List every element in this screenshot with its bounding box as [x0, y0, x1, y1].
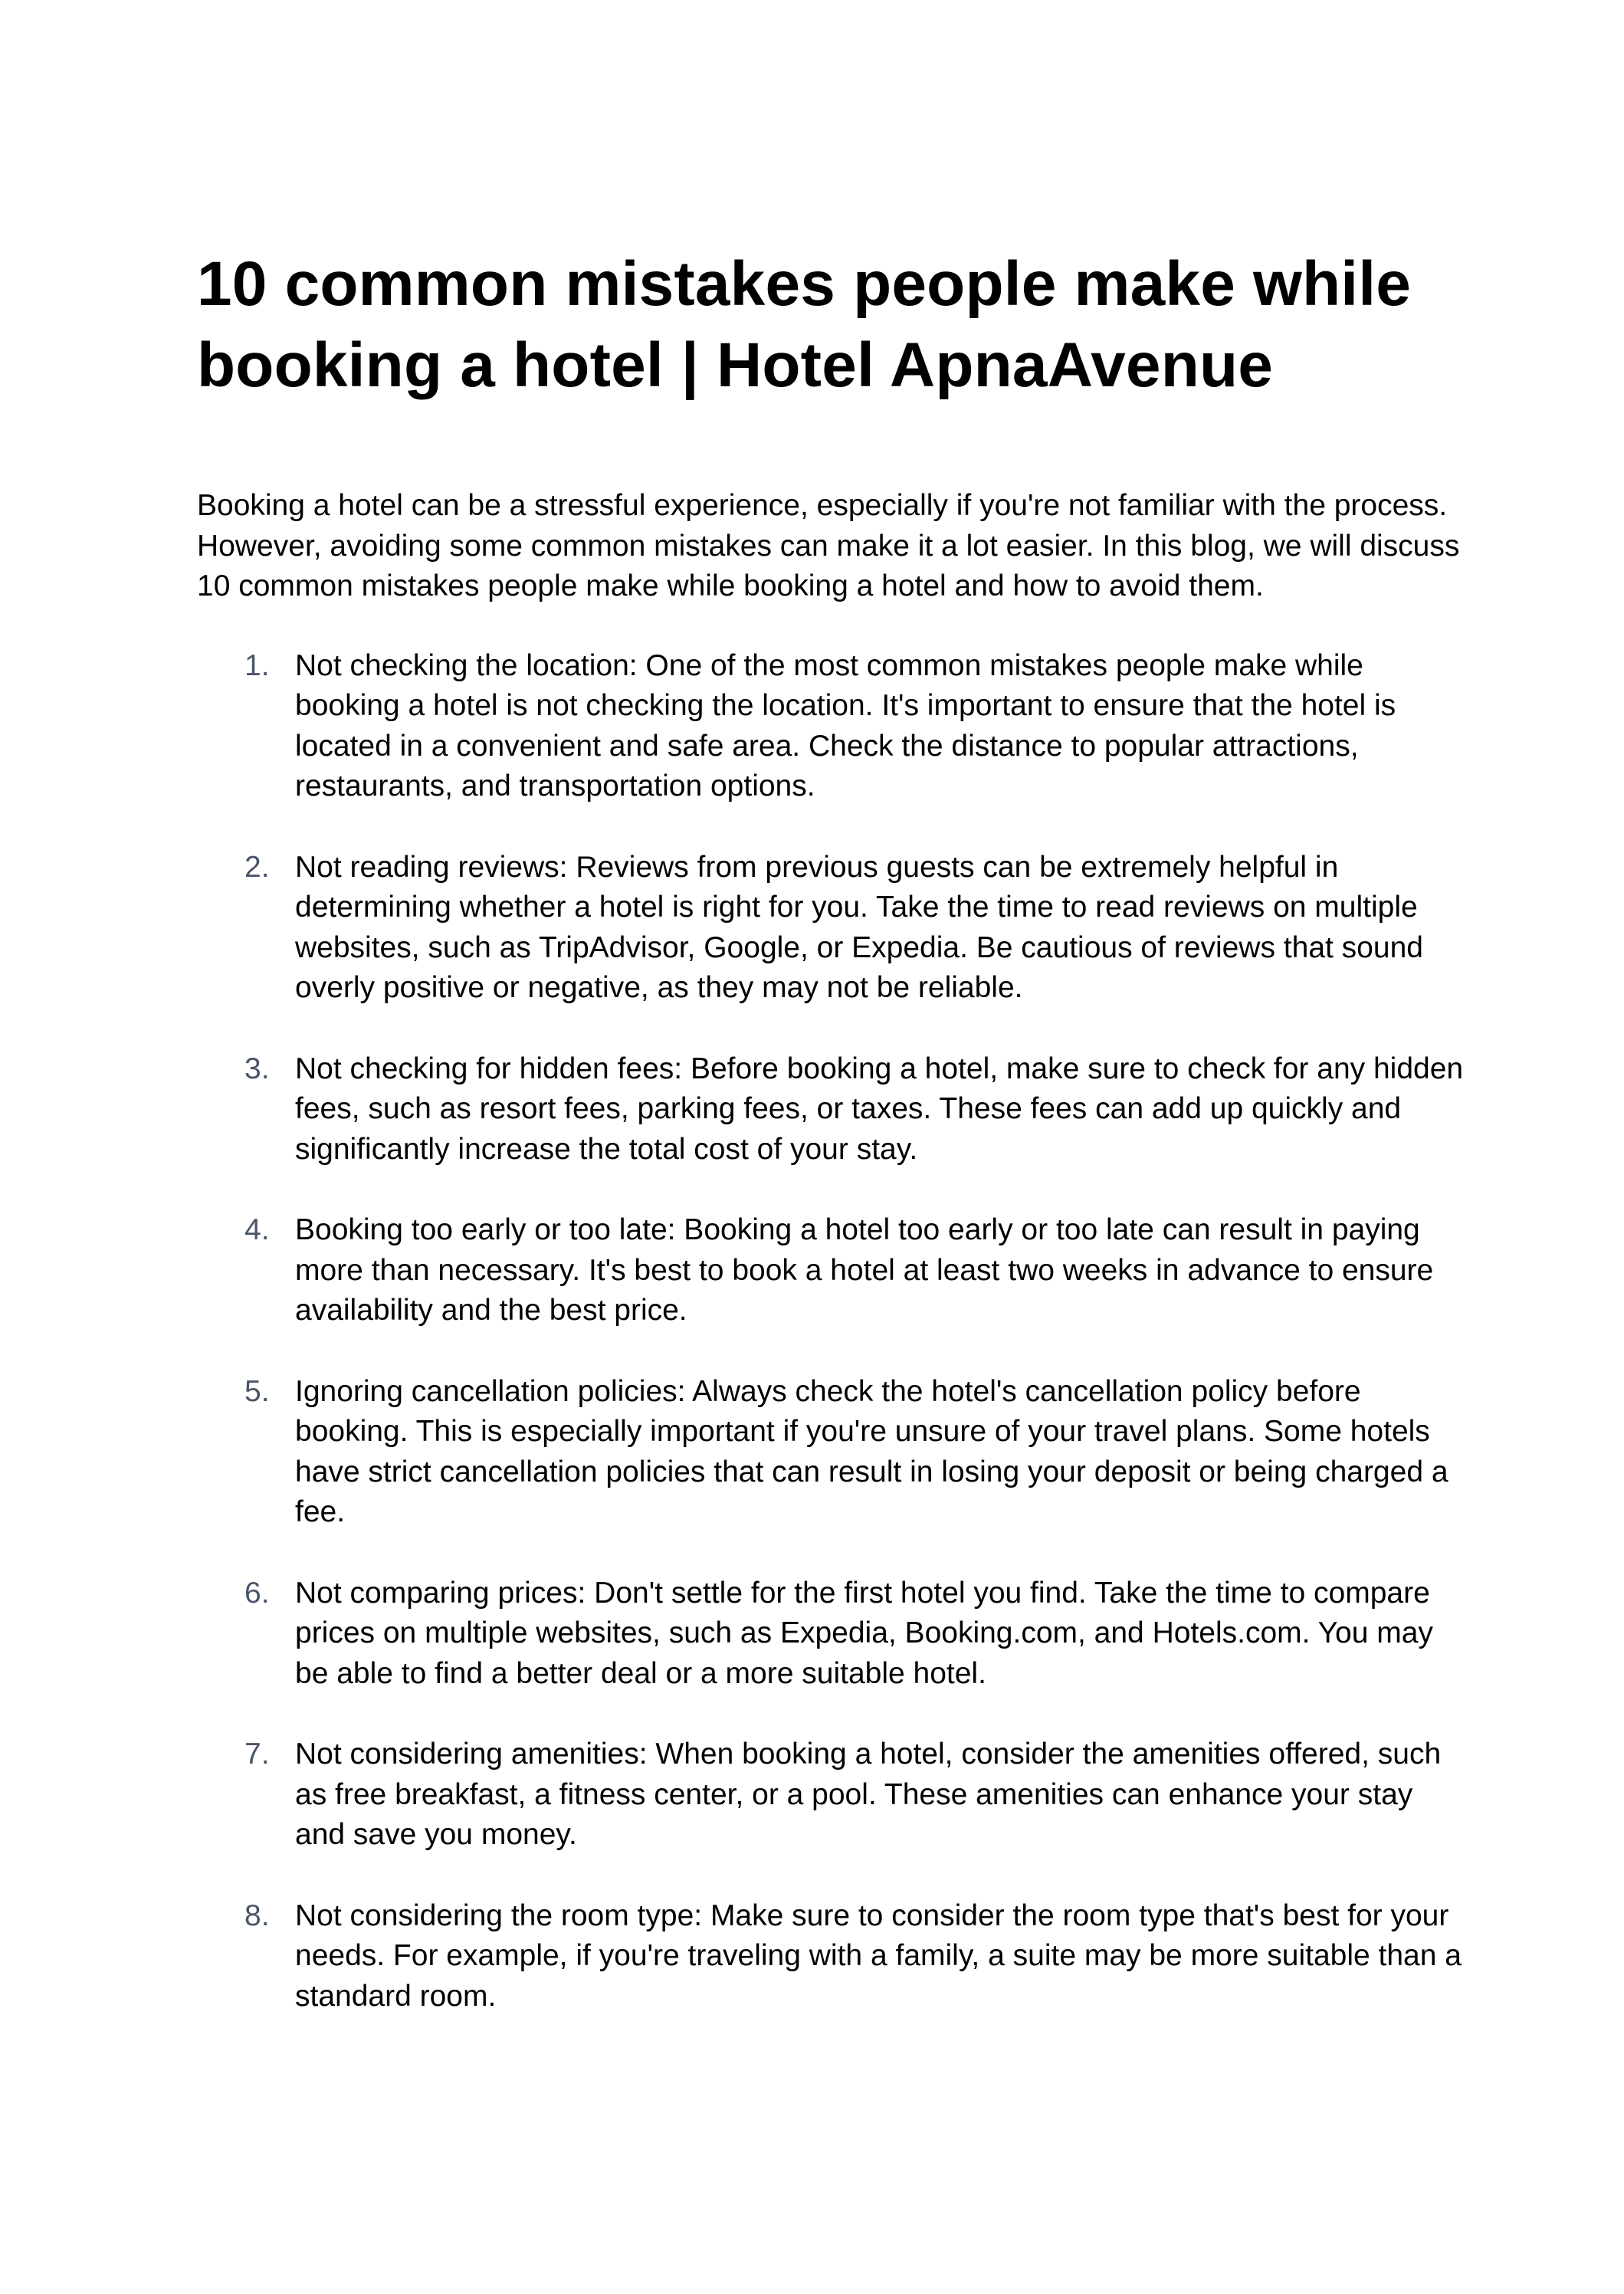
list-item-text: Not checking the location: One of the most common mistakes people make while booking a hotel is not checking the location. It's important to ensure that the hotel is located in a convenient and safe area. Check the distance to popular attractions, restaurants, and transportation options. — [295, 648, 1396, 802]
document-page — [197, 244, 1469, 2057]
intro-paragraph: Booking a hotel can be a stressful experience, especially if you're not familiar with the process. However, avoiding some common mistakes can make it a lot easier. In this blog, we will discuss 10 common mistakes people make while booking a hotel and how to avoid them. — [197, 489, 1460, 602]
list-item-text: Not comparing prices: Don't settle for the first hotel you find. Take the time to compare prices on multiple websites, such as Expedia, Booking.com, and Hotels.com. You may be able to find a better deal or a more suitable hotel. — [295, 1576, 1433, 1690]
list-item-number: 1. — [244, 648, 270, 682]
list-item-text: Not checking for hidden fees: Before booking a hotel, make sure to check for any hidden fees, such as resort fees, parking fees, or taxes. These fees can add up quickly and significantly increase the total cost of your stay. — [295, 1052, 1464, 1166]
list-item — [197, 1896, 1469, 2017]
list-item — [197, 1210, 1469, 1331]
list-item-text: Not considering amenities: When booking a hotel, consider the amenities offered, such as free breakfast, a fitness center, or a pool. These amenities can enhance your stay and save you money. — [295, 1738, 1442, 1851]
list-item-number: 5. — [244, 1374, 270, 1408]
list-item — [197, 646, 1469, 807]
list-item-text: Booking too early or too late: Booking a hotel too early or too late can result in paying more than necessary. It's best to book a hotel at least two weeks in advance to ensure availability and the best price. — [295, 1213, 1434, 1327]
list-item-number: 2. — [244, 850, 270, 884]
list-item-number: 7. — [244, 1738, 270, 1771]
list-item-text: Ignoring cancellation policies: Always check the hotel's cancellation policy before booking. This is especially important if you're unsure of your travel plans. Some hotels have strict cancellation policies that can result in losing your deposit or being charged a fee. — [295, 1374, 1448, 1528]
list-item — [197, 1574, 1469, 1695]
list-item-text: Not considering the room type: Make sure to consider the room type that's best for your needs. For example, if you're traveling with a family, a suite may be more suitable than a standard room. — [295, 1899, 1462, 2013]
list-item — [197, 848, 1469, 1009]
list-item-number: 8. — [244, 1899, 270, 1932]
list-item — [197, 1049, 1469, 1170]
list-item — [197, 1372, 1469, 1533]
list-item-number: 6. — [244, 1576, 270, 1610]
list-item-number: 3. — [244, 1052, 270, 1085]
list-item — [197, 1734, 1469, 1856]
list-item-number: 4. — [244, 1213, 270, 1246]
list-item-text: Not reading reviews: Reviews from previous guests can be extremely helpful in determining whether a hotel is right for you. Take the time to read reviews on multiple websites, such as TripAdvisor, Google, or Expedia. Be cautious of reviews that sound overly positive or negative, as they may not be reliable. — [295, 850, 1423, 1004]
mistakes-list — [197, 646, 1469, 2017]
document-title: 10 common mistakes people make while booking a hotel | Hotel ApnaAvenue — [197, 249, 1412, 400]
